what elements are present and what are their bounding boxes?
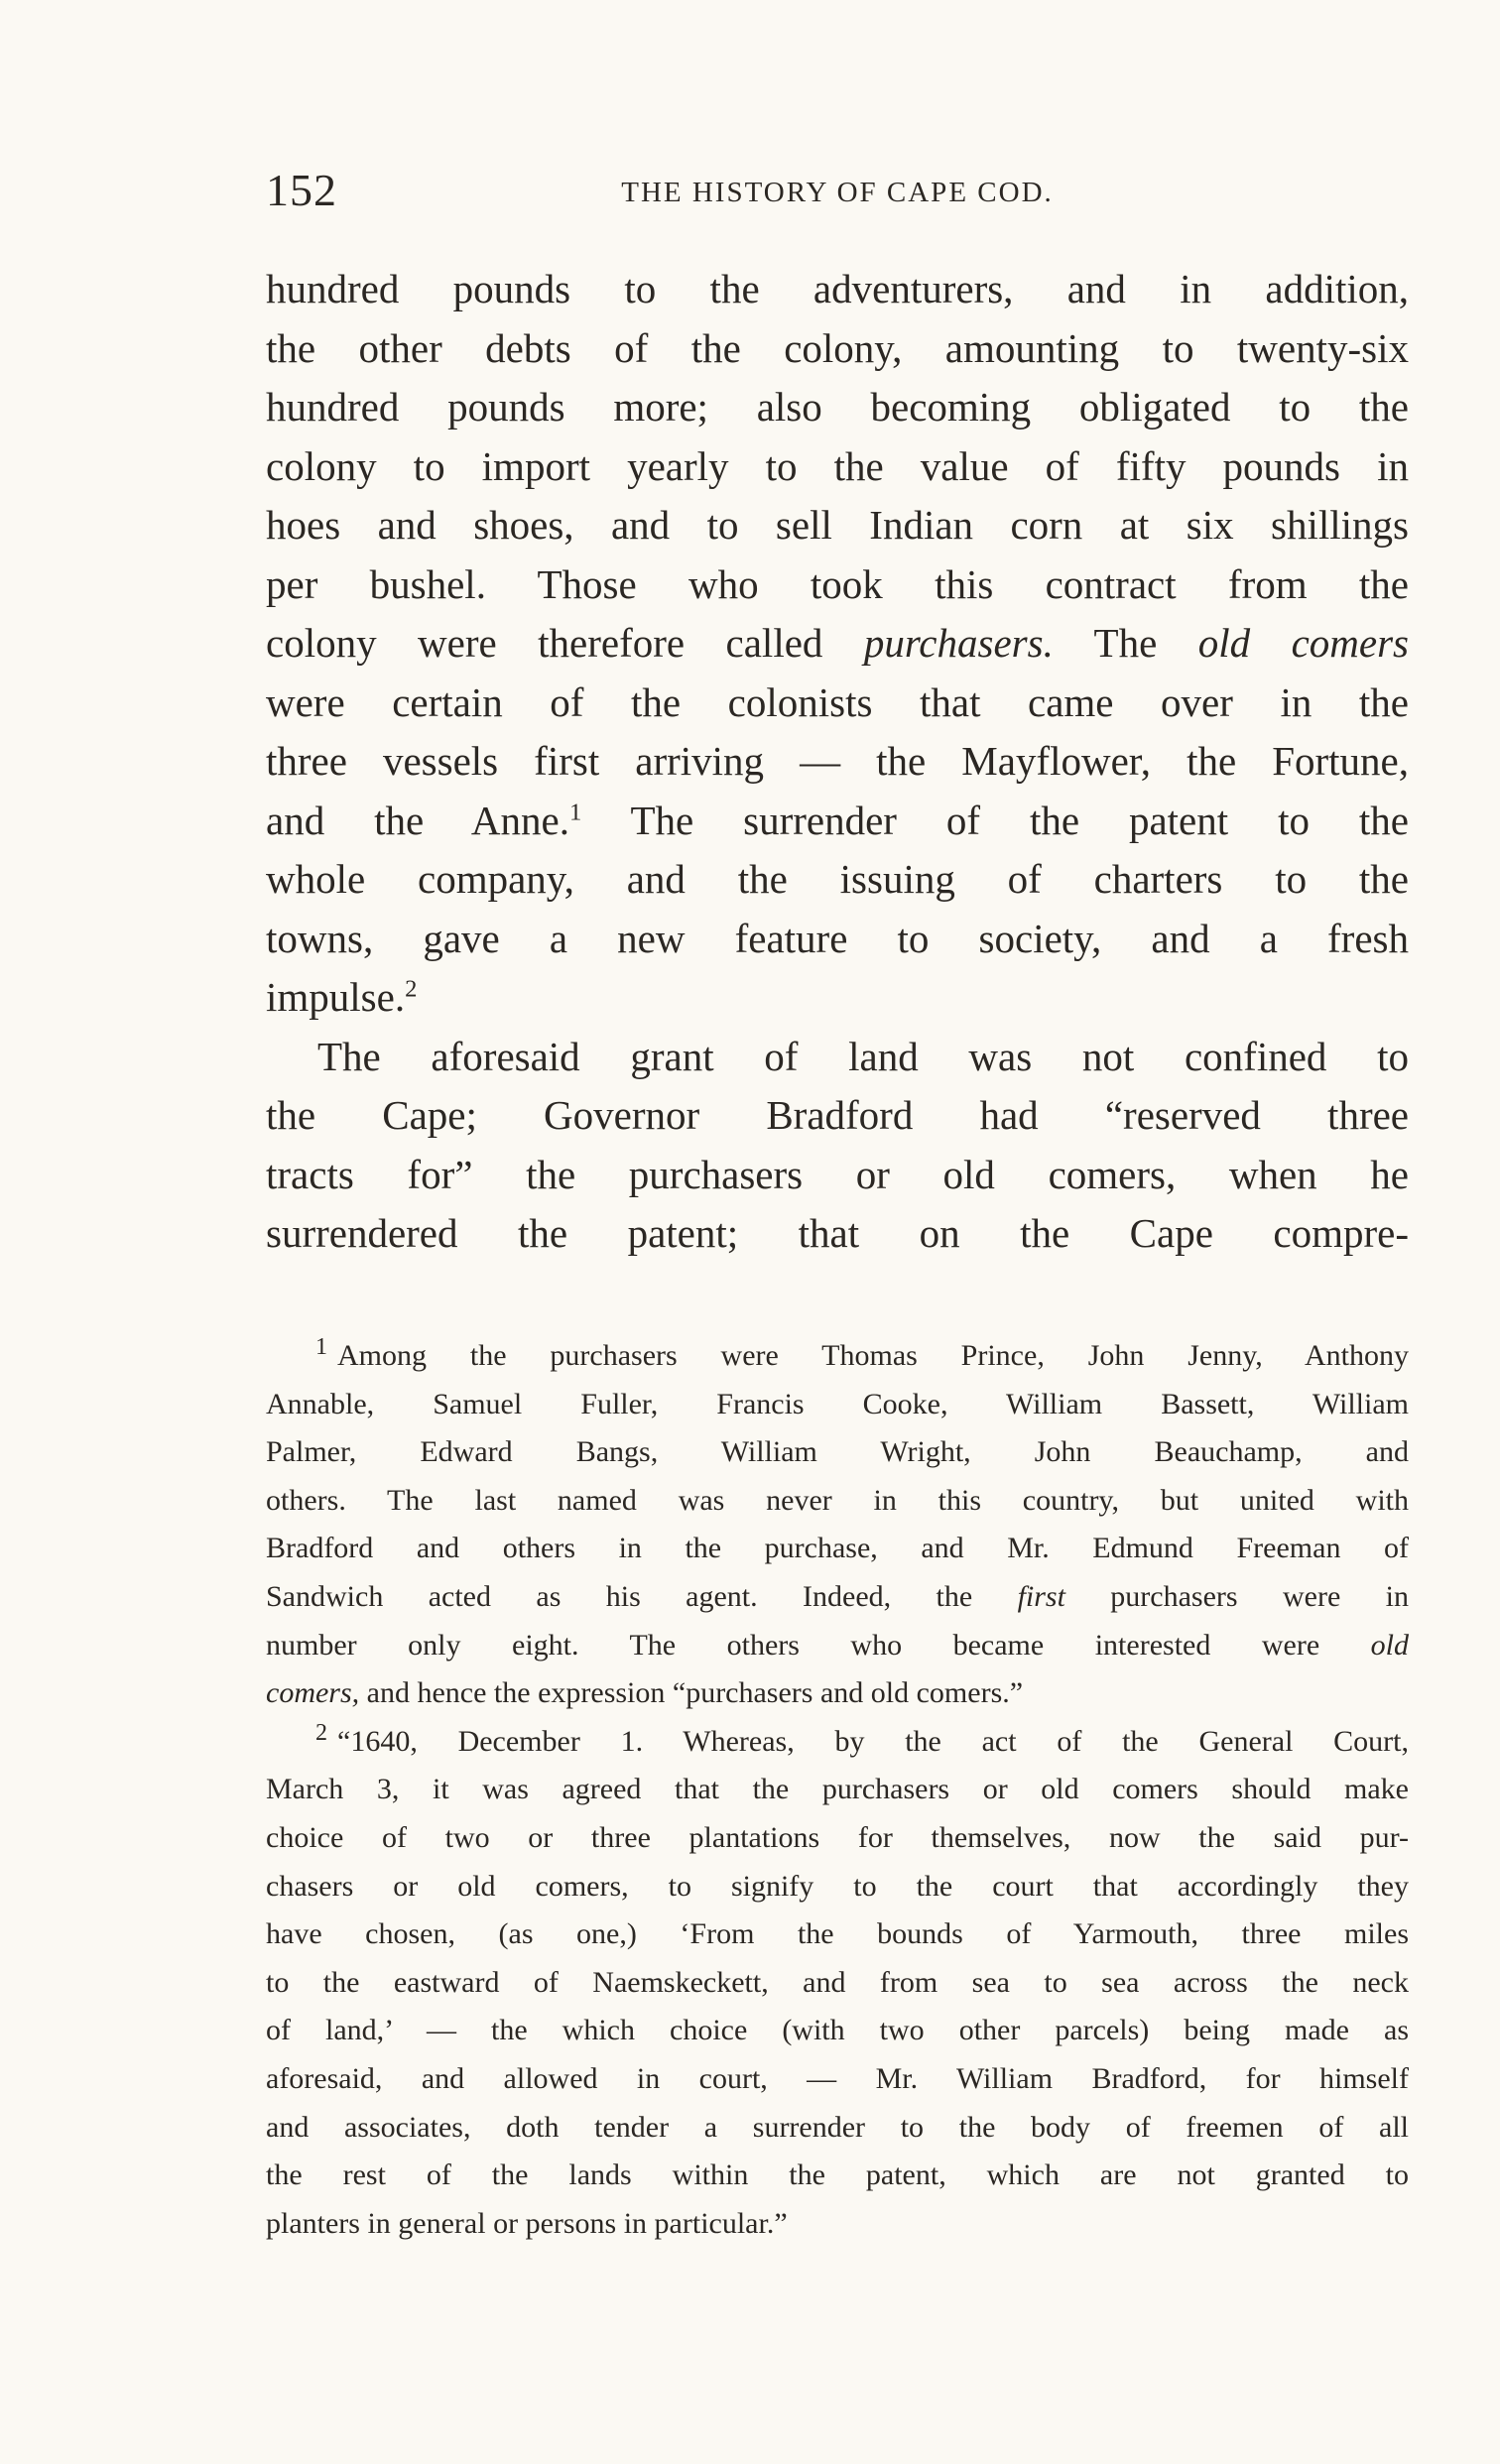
text-run: colony were therefore called xyxy=(266,620,864,666)
italic-term: first xyxy=(1017,1579,1065,1613)
footnote-line xyxy=(266,1332,1409,1381)
italic-term: old comers xyxy=(1197,620,1409,666)
text-run: number only eight. The others who became interested were xyxy=(266,1628,1371,1662)
footnote-line: of land,’ — the which choice (with two other parcels) being made as xyxy=(266,2014,1409,2047)
footnote-ref: 2 xyxy=(405,975,418,1003)
text-line xyxy=(266,968,1409,1028)
footnote-line: Bradford and others in the purchase, and Mr. Edmund Freeman of xyxy=(266,1532,1409,1565)
footnote-line: choice of two or three plantations for themselves, now the said pur- xyxy=(266,1820,1409,1854)
text-line: tracts for” the purchasers or old comers, when he xyxy=(266,1151,1409,1197)
footnote-number: 1 xyxy=(315,1334,327,1360)
footnote-line xyxy=(266,1573,1409,1622)
text-run: The surrender of the patent to the xyxy=(581,797,1409,843)
text-line: colony to import yearly to the value of fifty pounds in xyxy=(266,442,1409,489)
text-run: and the Anne. xyxy=(266,797,569,843)
text-line: surrendered the patent; that on the Cape compre- xyxy=(266,1210,1409,1256)
text-run: Among the purchasers were Thomas Prince, John Jenny, Anthony xyxy=(337,1339,1409,1372)
text-line: hoes and shoes, and to sell Indian corn at six shillings xyxy=(266,502,1409,548)
text-line: towns, gave a new feature to society, and a fresh xyxy=(266,915,1409,961)
text-run: Sandwich acted as his agent. Indeed, the xyxy=(266,1579,1018,1613)
text-line: were certain of the colonists that came over in the xyxy=(266,678,1409,725)
footnote-line xyxy=(266,1669,1409,1718)
footnote-line: March 3, it was agreed that the purchasers or old comers should make xyxy=(266,1773,1409,1806)
text-run: and hence the expression “purchasers and old comers.” xyxy=(359,1676,1024,1710)
italic-term: old xyxy=(1370,1628,1409,1662)
footnote-line: and associates, doth tender a surrender to the body of freemen of all xyxy=(266,2110,1409,2144)
footnote-line: Palmer, Edward Bangs, William Wright, John Beauchamp, and xyxy=(266,1435,1409,1469)
text-line: whole company, and the issuing of charters to the xyxy=(266,856,1409,902)
text-line: hundred pounds to the adventurers, and in addition, xyxy=(266,266,1409,311)
text-line: The aforesaid grant of land was not confined to xyxy=(317,1033,1409,1079)
footnotes xyxy=(266,1332,1409,2248)
text-run: purchasers were in xyxy=(1064,1579,1409,1613)
text-run: “1640, December 1. Whereas, by the act of the General Court, xyxy=(337,1724,1409,1758)
text-line xyxy=(266,614,1409,674)
footnote-line: Annable, Samuel Fuller, Francis Cooke, William Bassett, William xyxy=(266,1387,1409,1420)
italic-term: purchasers. xyxy=(863,620,1054,666)
main-text xyxy=(266,260,1409,1264)
page-number: 152 xyxy=(266,165,337,215)
footnote-ref: 1 xyxy=(568,798,582,825)
footnote-line: planters in general or persons in particular.” xyxy=(266,2206,788,2240)
text-run: impulse. xyxy=(266,974,406,1020)
text-line: per bushel. Those who took this contract from the xyxy=(266,560,1409,607)
text-line xyxy=(266,792,1409,851)
text-line: hundred pounds more; also becoming obligated to the xyxy=(266,384,1409,430)
footnote-line xyxy=(266,1622,1409,1670)
footnote-line: chasers or old comers, to signify to the court that accordingly they xyxy=(266,1869,1409,1903)
text-line: three vessels first arriving — the Mayflower, the Fortune, xyxy=(266,738,1409,784)
footnote-line: have chosen, (as one,) ‘From the bounds of Yarmouth, three miles xyxy=(266,1917,1409,1951)
footnote-number: 2 xyxy=(315,1719,327,1746)
page-header xyxy=(266,161,1409,220)
running-title: THE HISTORY OF CAPE COD. xyxy=(621,177,1054,208)
footnote-line: the rest of the lands within the patent, which are not granted to xyxy=(266,2158,1409,2192)
footnote-line xyxy=(266,1718,1409,1767)
text-line: the Cape; Governor Bradford had “reserved three xyxy=(266,1092,1409,1138)
footnote-line: others. The last named was never in this country, but united with xyxy=(266,1483,1409,1517)
footnote-line: to the eastward of Naemskeckett, and from sea to sea across the neck xyxy=(266,1965,1409,1999)
italic-term: comers, xyxy=(266,1676,360,1710)
footnote-line: aforesaid, and allowed in court, — Mr. William Bradford, for himself xyxy=(266,2061,1409,2095)
text-run: The xyxy=(1053,620,1198,666)
text-line: the other debts of the colony, amounting to twenty-six xyxy=(266,324,1409,371)
